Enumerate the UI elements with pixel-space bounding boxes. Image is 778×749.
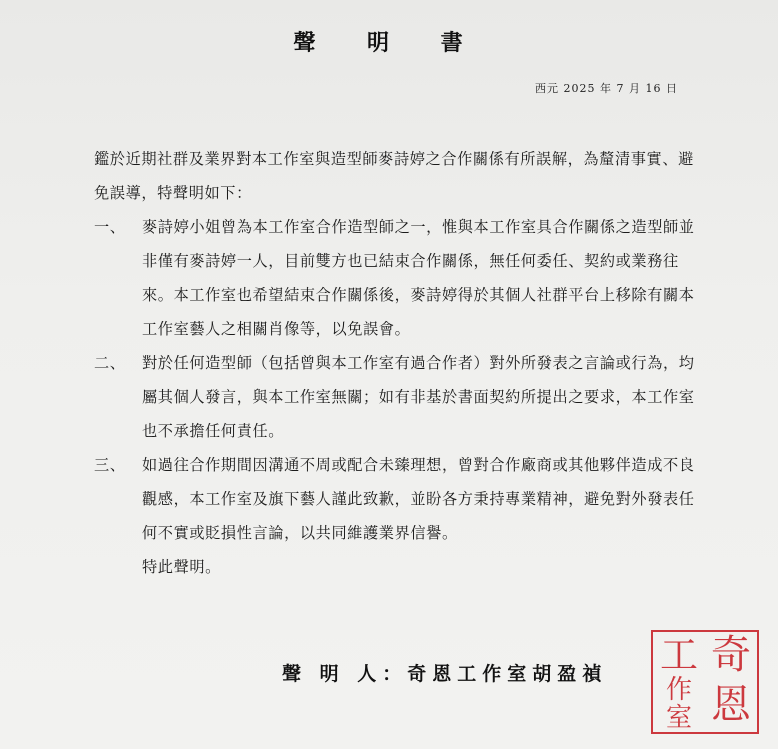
item-number: 三、 [94,456,126,474]
seal-char: 工 [659,632,698,677]
seal-char: 作 [665,675,692,706]
item-text: 對於任何造型師（包括曾與本工作室有過合作者）對外所發表之言論或行為，均屬其個人發言，與本工作室無關；如有非基於書面契約所提出之要求，本工作室也不承擔任何責任。 [142,354,695,440]
seal-char: 奇 [711,631,751,678]
document-date: 西元 2025 年 7 月 16 日 [535,82,678,95]
seal-char: 室 [665,702,692,733]
document-title: 聲 明 書 [293,30,485,56]
statement-item [94,210,704,346]
document-body [94,142,704,584]
signature-line: 聲 明 人：奇恩工作室胡盈禎 [282,663,608,685]
item-number: 一、 [94,218,126,236]
seal-char-stack [653,677,705,732]
item-text: 如過往合作期間因溝通不周或配合未臻理想，曾對合作廠商或其他夥伴造成不良觀感，本工作室及旗下藝人謹此致歉，並盼各方秉持專業精神，避免對外發表任何不實或貶損性言論，以共同維護業界信譽。 [142,456,695,542]
statement-item [94,346,704,448]
item-number: 二、 [94,354,126,372]
seal-char: 恩 [711,681,751,728]
studio-seal [651,630,759,734]
closing-line: 特此聲明。 [142,558,221,576]
statement-item [94,448,704,550]
intro-paragraph: 鑑於近期社群及業界對本工作室與造型師麥詩婷之合作關係有所誤解，為釐清事實、避免誤導，特聲明如下： [94,150,694,202]
item-text: 麥詩婷小姐曾為本工作室合作造型師之一，惟與本工作室具合作關係之造型師並非僅有麥詩婷一人，目前雙方也已結束合作關係，無任何委任、契約或業務往來。本工作室也希望結束合作關係後，麥詩婷得於其個人社群平台上移除有關本工作室藝人之相關肖像等，以免誤會。 [142,218,695,338]
